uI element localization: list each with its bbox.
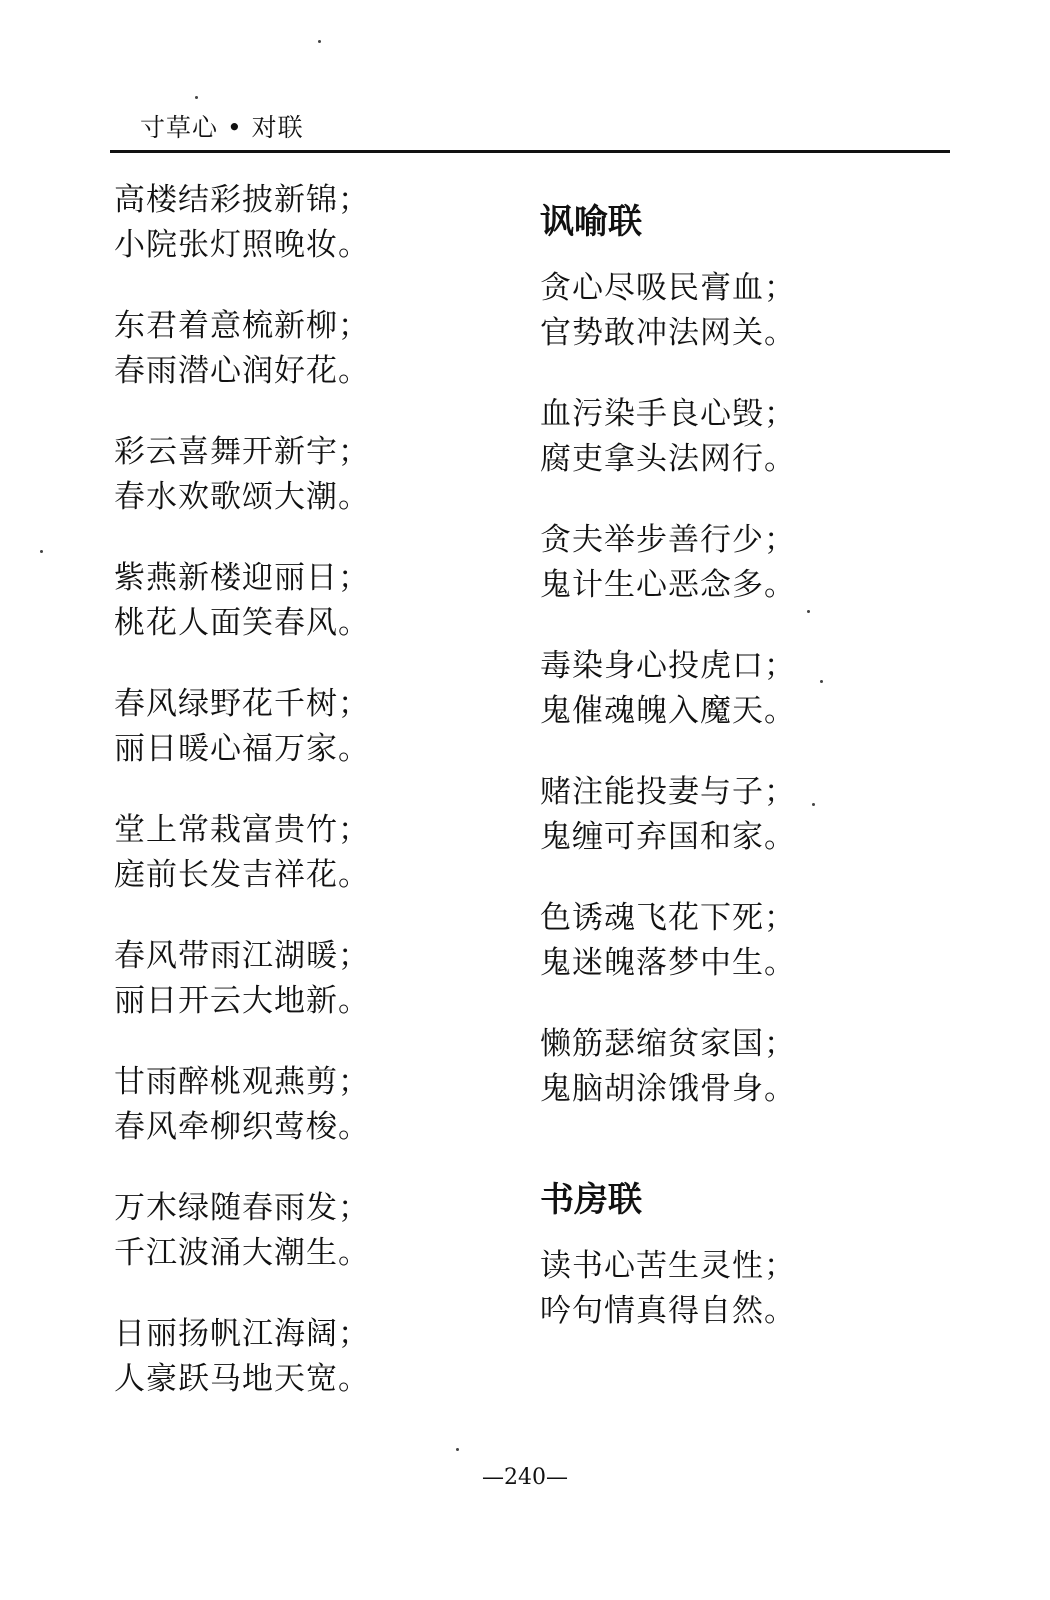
couplet-lower-line: 鬼缠可弃国和家。 xyxy=(540,819,796,855)
couplet-lower-line: 鬼计生心恶念多。 xyxy=(540,567,796,603)
couplet xyxy=(540,1244,940,1334)
couplet-upper-line: 堂上常栽富贵竹； xyxy=(114,812,370,848)
couplet-upper-line: 日丽扬帆江海阔； xyxy=(114,1316,370,1352)
couplet-lower-line: 千江波涌大潮生。 xyxy=(114,1235,370,1271)
couplet-upper-line: 春风绿野花千树； xyxy=(114,686,370,722)
scan-speck xyxy=(820,680,823,683)
couplet-lower-line: 人豪跃马地天宽。 xyxy=(114,1361,370,1397)
left-column xyxy=(114,178,494,1438)
couplet xyxy=(540,1022,940,1112)
couplet-lower-line: 鬼迷魄落梦中生。 xyxy=(540,945,796,981)
couplet-upper-line: 彩云喜舞开新宇； xyxy=(114,434,370,470)
couplet-lower-line: 官势敢冲法网关。 xyxy=(540,315,796,351)
couplet-lower-line: 鬼脑胡涂饿骨身。 xyxy=(540,1071,796,1107)
couplet-upper-line: 色诱魂飞花下死； xyxy=(540,900,796,936)
couplet-upper-line: 春风带雨江湖暖； xyxy=(114,938,370,974)
couplet xyxy=(114,934,494,1024)
couplet xyxy=(114,556,494,646)
couplet xyxy=(114,1060,494,1150)
couplet-upper-line: 紫燕新楼迎丽日； xyxy=(114,560,370,596)
couplet-upper-line: 甘雨醉桃观燕剪； xyxy=(114,1064,370,1100)
couplet xyxy=(114,682,494,772)
section xyxy=(540,198,940,1112)
couplet-lower-line: 小院张灯照晚妆。 xyxy=(114,227,370,263)
couplet xyxy=(540,518,940,608)
couplet-upper-line: 血污染手良心毁； xyxy=(540,396,796,432)
header-rule xyxy=(110,150,950,153)
couplet-upper-line: 毒染身心投虎口； xyxy=(540,648,796,684)
couplet-upper-line: 东君着意梳新柳； xyxy=(114,308,370,344)
couplet-upper-line: 读书心苦生灵性； xyxy=(540,1248,796,1284)
couplet-lower-line: 鬼催魂魄入魔天。 xyxy=(540,693,796,729)
couplet xyxy=(540,770,940,860)
page-number: —240— xyxy=(482,1465,568,1490)
scan-speck xyxy=(40,550,43,553)
scan-speck xyxy=(195,96,198,99)
couplet xyxy=(114,430,494,520)
couplet xyxy=(540,266,940,356)
running-header: 寸草心 • 对联 xyxy=(140,113,304,142)
couplet-upper-line: 贪夫举步善行少； xyxy=(540,522,796,558)
couplet-lower-line: 春水欢歌颂大潮。 xyxy=(114,479,370,515)
section xyxy=(540,1176,940,1334)
scan-speck xyxy=(812,803,815,806)
couplet xyxy=(540,392,940,482)
couplet-upper-line: 高楼结彩披新锦； xyxy=(114,182,370,218)
couplet-lower-line: 丽日开云大地新。 xyxy=(114,983,370,1019)
scan-speck xyxy=(807,610,810,613)
couplet-upper-line: 贪心尽吸民膏血； xyxy=(540,270,796,306)
couplet-upper-line: 万木绿随春雨发； xyxy=(114,1190,370,1226)
section-title: 讽喻联 xyxy=(540,202,642,242)
scan-speck xyxy=(318,40,321,43)
couplet xyxy=(114,178,494,268)
couplet-lower-line: 春风牵柳织莺梭。 xyxy=(114,1109,370,1145)
couplet-upper-line: 懒筋瑟缩贫家国； xyxy=(540,1026,796,1062)
couplet-lower-line: 丽日暖心福万家。 xyxy=(114,731,370,767)
couplet xyxy=(114,304,494,394)
couplet xyxy=(114,808,494,898)
couplet xyxy=(114,1312,494,1402)
section-title: 书房联 xyxy=(540,1180,642,1220)
couplet xyxy=(540,896,940,986)
couplet-lower-line: 桃花人面笑春风。 xyxy=(114,605,370,641)
couplet-lower-line: 吟句情真得自然。 xyxy=(540,1293,796,1329)
right-column xyxy=(540,178,940,1370)
couplet-lower-line: 庭前长发吉祥花。 xyxy=(114,857,370,893)
couplet-upper-line: 赌注能投妻与子； xyxy=(540,774,796,810)
couplet xyxy=(540,644,940,734)
couplet-lower-line: 腐吏拿头法网行。 xyxy=(540,441,796,477)
couplet-lower-line: 春雨潜心润好花。 xyxy=(114,353,370,389)
couplet xyxy=(114,1186,494,1276)
scan-speck xyxy=(456,1448,459,1451)
